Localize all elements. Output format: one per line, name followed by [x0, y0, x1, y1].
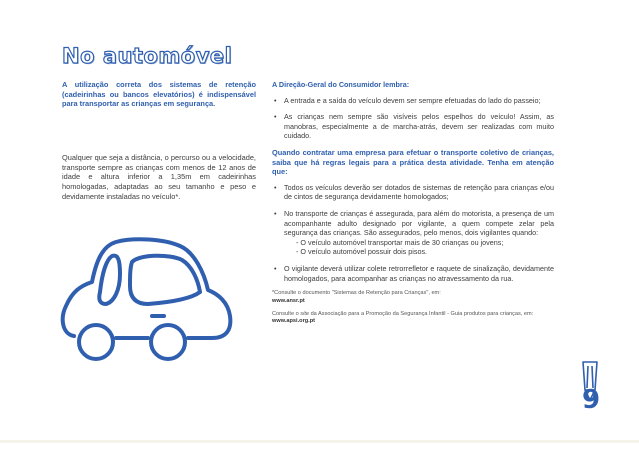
car-rear-window [130, 256, 200, 304]
left-lead-text: A utilização correta dos sistemas de retenção (cadeirinhas ou bancos elevatórios) é indispensável para transportar as crianças em segurança. [62, 80, 256, 109]
page-number: 9 [582, 385, 601, 415]
apsi-link[interactable]: www.apsi.org.pt [272, 318, 315, 325]
left-column [62, 80, 256, 202]
car-rear-wheel [151, 325, 185, 359]
list-item: • As crianças nem sempre são visíveis pelos espelhos do veículo! Assim, as manobras, especialmente a de marcha-atrás, devem ser realizadas com muito cuidado. [272, 112, 554, 141]
footnote-apsi-pre: Consulte o [272, 310, 301, 317]
page-title: No automóvel [62, 44, 233, 68]
car-body-outline [63, 239, 231, 338]
list-item-main-text: No transporte de crianças é assegurada, para além do motorista, a presença de um acompanhante adulto designado por vigilante, a quem compete zelar pela segurança das crianças. São assegurados, pelo menos, dois vigilantes quando: [284, 208, 554, 238]
footnote-apsi [272, 311, 554, 326]
footnote-ansr [272, 290, 554, 305]
list-sub-item: - O veículo automóvel transportar mais de 30 crianças ou jovens; [296, 237, 504, 247]
bottom-divider [0, 440, 639, 443]
ansr-link[interactable]: www.ansr.pt [272, 297, 305, 304]
right-column [272, 80, 554, 326]
car-front-window [99, 256, 120, 304]
list-item: • O vigilante deverá utilizar colete retrorrefletor e raquete de sinalização, devidamente homologados, para acompanhar as crianças no atravessamento da rua. [272, 264, 554, 283]
list-item [272, 209, 554, 257]
right-heading: A Direção-Geral do Consumidor lembra: [272, 80, 410, 89]
car-outline-icon [52, 232, 242, 372]
list-item: • Todos os veículos deverão ser dotados de sistemas de retenção para crianças e/ou de cintos de segurança devidamente homologados; [272, 183, 554, 202]
list-item: • A entrada e a saída do veículo devem ser sempre efetuadas do lado do passeio; [272, 96, 554, 106]
car-front-wheel [79, 325, 113, 359]
footnote-apsi-site: site [300, 310, 310, 317]
transport-lead-text: Quando contratar uma empresa para efetuar o transporte coletivo de crianças, saiba que há regras legais para a prática desta atividade. Tenha em atenção que: [272, 147, 554, 177]
reminder-list [272, 96, 554, 141]
transport-rules-list [272, 183, 554, 283]
list-sub-item: - O veículo automóvel possuir dois pisos. [296, 247, 428, 257]
left-body-text: Qualquer que seja a distância, o percurso ou a velocidade, transporte sempre as crianças com menos de 12 anos de idade e altura inferior a 1,35m em cadeirinhas homologadas, adaptadas ao seu tamanho e peso e devidamente instaladas no veículo*. [62, 152, 256, 201]
footnote-apsi-mid: da Associação para a Promoção da Segurança Infantil - Guia produtos para crianças, em: [309, 310, 534, 317]
footnote-ansr-text: *Consulte o documento "Sistemas de Retenção para Crianças", em: [272, 290, 441, 297]
